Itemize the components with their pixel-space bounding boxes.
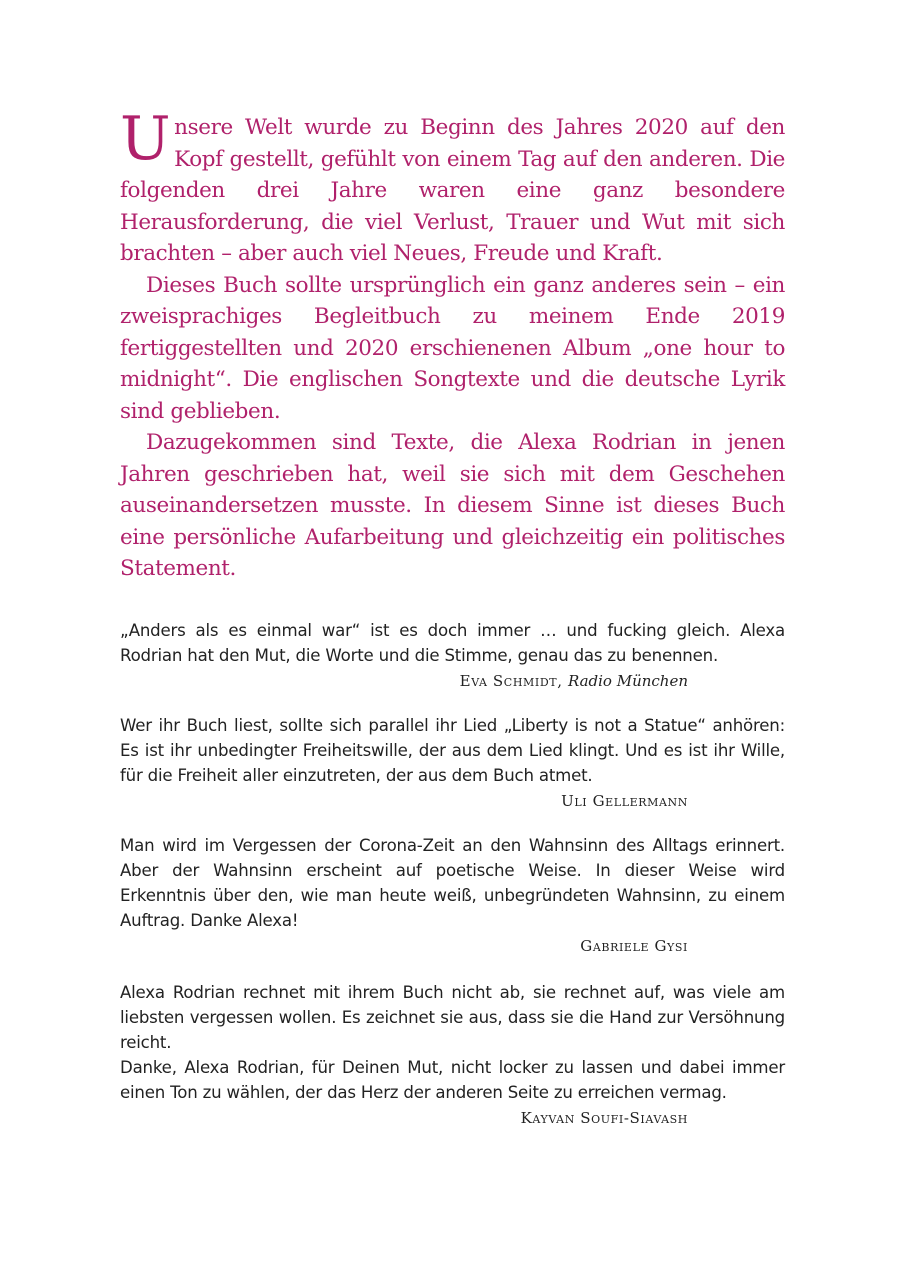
quote-attribution xyxy=(120,1106,785,1131)
quote-text: „Anders als es einmal war“ ist es doch immer … und fucking gleich. Alexa Rodrian hat den Mut, die Worte und die Stimme, genau das zu benennen. xyxy=(120,621,785,665)
quote-author: Uli Gellermann xyxy=(561,792,688,810)
review-quote xyxy=(120,980,785,1131)
quote-author: Eva Schmidt xyxy=(459,672,558,690)
intro-paragraph-2: Dieses Buch sollte ursprünglich ein ganz anderes sein – ein zweisprachiges Begleitbuch zu meinem Ende 2019 fertiggestellten und 2020 erschienenen Album „one hour to midnight“. Die englischen Songtexte und die deutsche Lyrik sind geblieben. xyxy=(120,272,785,424)
intro-paragraph-1 xyxy=(120,104,785,270)
review-quotes xyxy=(120,618,785,1131)
drop-cap: U xyxy=(120,104,171,174)
quote-source: Radio München xyxy=(567,672,688,690)
intro-paragraph-3: Dazugekommen sind Texte, die Alexa Rodrian in jenen Jahren geschrieben hat, weil sie sich mit dem Geschehen auseinandersetzen musste. In diesem Sinne ist dieses Buch eine persönliche Aufarbeitung und gleichzeitig ein politisches Statement. xyxy=(120,430,785,581)
quote-author: Gabriele Gysi xyxy=(580,937,688,955)
quote-text: Danke, Alexa Rodrian, für Deinen Mut, nicht locker zu lassen und dabei immer einen Ton zu wählen, der das Herz der anderen Seite zu erreichen vermag. xyxy=(120,1058,785,1102)
quote-text: Wer ihr Buch liest, sollte sich parallel ihr Lied „Liberty is not a Statue“ anhören: Es ist ihr unbedingter Freiheitswille, der aus dem Lied klingt. Und es ist ihr Wille, für die Freiheit aller einzutreten, der aus dem Buch atmet. xyxy=(120,716,785,785)
quote-attribution: Eva Schmidt, Radio München xyxy=(459,672,688,690)
review-quote xyxy=(120,713,785,814)
intro-text xyxy=(120,104,785,585)
quote-attribution xyxy=(120,934,785,959)
quote-author: Kayvan Soufi-Siavash xyxy=(520,1109,688,1127)
quote-attribution xyxy=(120,789,785,814)
quote-text: Alexa Rodrian rechnet mit ihrem Buch nicht ab, sie rechnet auf, was viele am liebsten vergessen wollen. Es zeichnet sie aus, dass sie die Hand zur Versöhnung reicht. xyxy=(120,983,785,1052)
intro-paragraph-1-text: nsere Welt wurde zu Beginn des Jahres 2020 auf den Kopf gestellt, gefühlt von einem Tag auf den anderen. Die folgenden drei Jahre waren eine ganz besondere Herausforderung, die viel Verlust, Trauer und Wut mit sich brachten – aber auch viel Neues, Freude und Kraft. xyxy=(120,115,785,266)
review-quote xyxy=(120,618,785,694)
quote-text: Man wird im Vergessen der Corona-Zeit an den Wahnsinn des Alltags erinnert. Aber der Wahnsinn erscheint auf poetische Weise. In dieser Weise wird Erkenntnis über den, wie man heute weiß, unbegründeten Wahnsinn, zu einem Auftrag. Danke Alexa! xyxy=(120,836,785,930)
review-quote xyxy=(120,833,785,959)
